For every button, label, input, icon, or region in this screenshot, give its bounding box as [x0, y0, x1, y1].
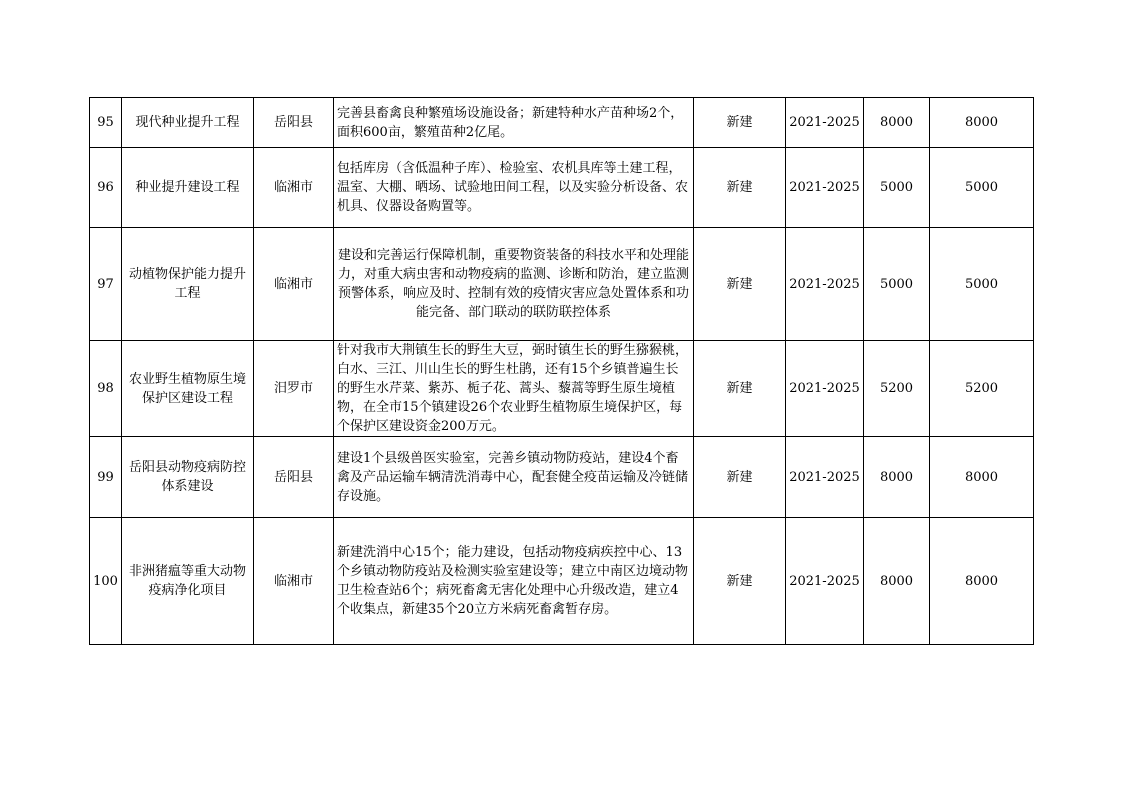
construction-type: 新建	[694, 98, 786, 148]
total-investment: 8000	[864, 518, 930, 645]
construction-period: 2021-2025	[786, 148, 864, 228]
construction-period: 2021-2025	[786, 518, 864, 645]
planned-investment: 5200	[930, 341, 1034, 437]
county-name: 汨罗市	[254, 341, 334, 437]
row-number: 96	[90, 148, 122, 228]
county-name: 临湘市	[254, 228, 334, 341]
project-name: 非洲猪瘟等重大动物疫病净化项目	[122, 518, 254, 645]
table-row	[90, 148, 1034, 228]
planned-investment: 8000	[930, 98, 1034, 148]
planned-investment: 8000	[930, 437, 1034, 518]
project-content: 新建洗消中心15个；能力建设，包括动物疫病疾控中心、13个乡镇动物防疫站及检测实验室建设等；建立中南区边境动物卫生检查站6个；病死畜禽无害化处理中心升级改造，建立4个收集点，新建35个20立方米病死畜禽暂存房。	[334, 518, 694, 645]
table-row	[90, 518, 1034, 645]
project-name: 动植物保护能力提升工程	[122, 228, 254, 341]
row-number: 97	[90, 228, 122, 341]
table-row	[90, 98, 1034, 148]
project-content: 建设和完善运行保障机制，重要物资装备的科技水平和处理能力，对重大病虫害和动物疫病的监测、诊断和防治，建立监测预警体系，响应及时、控制有效的疫情灾害应急处置体系和功能完备、部门联动的联防联控体系	[334, 228, 694, 341]
project-content: 针对我市大荆镇生长的野生大豆，弼时镇生长的野生猕猴桃，白水、三江、川山生长的野生杜鹃，还有15个乡镇普遍生长的野生水芹菜、紫苏、栀子花、蒿头、藜蒿等野生原生境植物，在全市15个镇建设26个农业野生植物原生境保护区，每个保护区建设资金200万元。	[334, 341, 694, 437]
county-name: 临湘市	[254, 148, 334, 228]
construction-period: 2021-2025	[786, 228, 864, 341]
project-name: 种业提升建设工程	[122, 148, 254, 228]
county-name: 临湘市	[254, 518, 334, 645]
row-number: 95	[90, 98, 122, 148]
construction-type: 新建	[694, 148, 786, 228]
planned-investment: 5000	[930, 148, 1034, 228]
planned-investment: 5000	[930, 228, 1034, 341]
construction-type: 新建	[694, 341, 786, 437]
table-row	[90, 437, 1034, 518]
project-content: 包括库房（含低温种子库）、检验室、农机具库等土建工程，温室、大棚、晒场、试验地田间工程，以及实验分析设备、农机具、仪器设备购置等。	[334, 148, 694, 228]
construction-type: 新建	[694, 228, 786, 341]
construction-period: 2021-2025	[786, 98, 864, 148]
construction-period: 2021-2025	[786, 341, 864, 437]
project-name: 岳阳县动物疫病防控体系建设	[122, 437, 254, 518]
total-investment: 5200	[864, 341, 930, 437]
total-investment: 5000	[864, 228, 930, 341]
total-investment: 8000	[864, 98, 930, 148]
project-content: 完善县畜禽良种繁殖场设施设备；新建特种水产苗种场2个，面积600亩，繁殖苗种2亿尾。	[334, 98, 694, 148]
row-number: 98	[90, 341, 122, 437]
construction-type: 新建	[694, 437, 786, 518]
table-row	[90, 228, 1034, 341]
project-name: 农业野生植物原生境保护区建设工程	[122, 341, 254, 437]
total-investment: 8000	[864, 437, 930, 518]
project-content: 建设1个县级兽医实验室，完善乡镇动物防疫站，建设4个畜禽及产品运输车辆清洗消毒中心，配套健全疫苗运输及冷链储存设施。	[334, 437, 694, 518]
county-name: 岳阳县	[254, 437, 334, 518]
total-investment: 5000	[864, 148, 930, 228]
planned-investment: 8000	[930, 518, 1034, 645]
project-name: 现代种业提升工程	[122, 98, 254, 148]
county-name: 岳阳县	[254, 98, 334, 148]
row-number: 100	[90, 518, 122, 645]
row-number: 99	[90, 437, 122, 518]
construction-type: 新建	[694, 518, 786, 645]
project-table	[89, 97, 1034, 645]
construction-period: 2021-2025	[786, 437, 864, 518]
table-row	[90, 341, 1034, 437]
